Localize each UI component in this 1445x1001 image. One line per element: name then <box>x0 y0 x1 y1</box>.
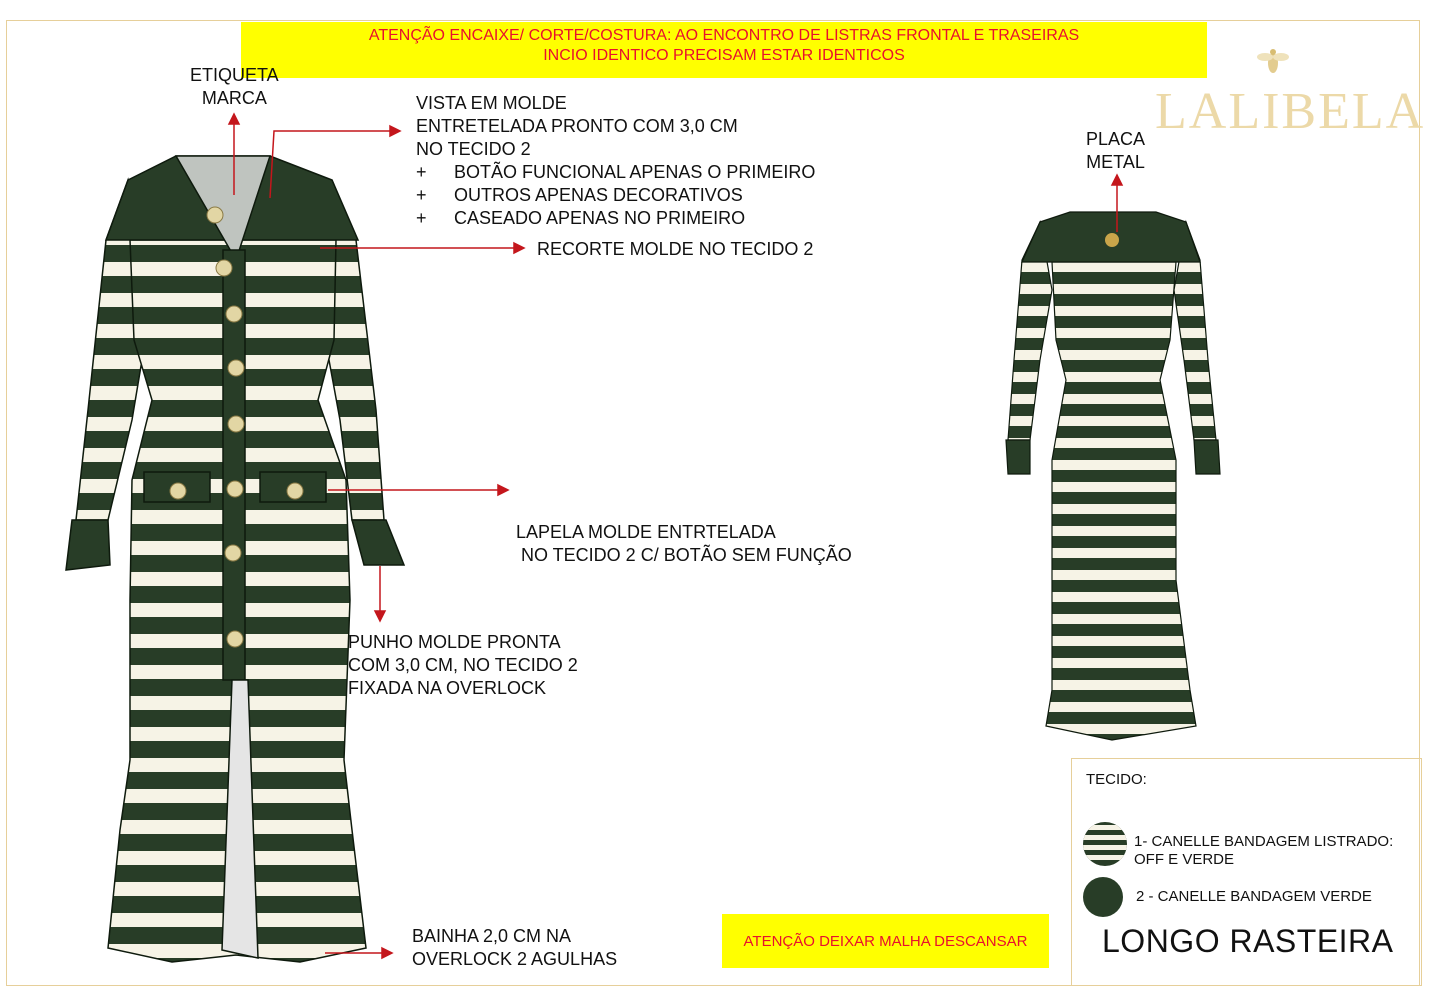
green-fabric-swatch <box>1082 876 1124 918</box>
label-recorte: RECORTE MOLDE NO TECIDO 2 <box>537 239 814 259</box>
warning-line-2: INCIO IDENTICO PRECISAM ESTAR IDENTICOS <box>543 47 905 64</box>
legend-item-1: 1- CANELLE BANDAGEM LISTRADO: OFF E VERDE <box>1134 833 1394 868</box>
back-dress <box>1006 212 1220 740</box>
label-placa: PLACA METAL <box>1086 129 1146 172</box>
brand-logo: LALIBELA <box>1155 83 1426 140</box>
label-vista: VISTA EM MOLDE ENTRETELADA PRONTO COM 3,0 CM NO TECIDO 2 + BOTÃO FUNCIONAL APENAS O PRIMEIRO + OUTROS APENAS DECORATIVOS + CASEADO APENAS NO PRIMEIRO <box>416 93 816 228</box>
legend-item-2: 2 - CANELLE BANDAGEM VERDE <box>1136 888 1372 905</box>
bee-icon <box>1256 44 1290 78</box>
label-etiqueta: ETIQUETA MARCA <box>190 65 279 108</box>
warning-line-1: ATENÇÃO ENCAIXE/ CORTE/COSTURA: AO ENCONTRO DE LISTRAS FRONTAL E TRASEIRAS <box>368 27 1080 44</box>
label-bainha: BAINHA 2,0 CM NA OVERLOCK 2 AGULHAS <box>412 926 618 969</box>
label-lapela: LAPELA MOLDE ENTRTELADA NO TECIDO 2 C/ BOTÃO SEM FUNÇÃO <box>516 522 852 565</box>
rest-fabric-warning: ATENÇÃO DEIXAR MALHA DESCANSAR <box>722 914 1049 968</box>
label-punho: PUNHO MOLDE PRONTA COM 3,0 CM, NO TECIDO 2 FIXADA NA OVERLOCK <box>348 632 578 698</box>
metal-plate-icon <box>1105 233 1119 247</box>
striped-fabric-swatch <box>1082 821 1128 867</box>
fitting-warning-banner <box>241 22 1207 78</box>
legend-title: TECIDO: <box>1086 771 1147 788</box>
model-name: LONGO RASTEIRA <box>1102 923 1394 959</box>
